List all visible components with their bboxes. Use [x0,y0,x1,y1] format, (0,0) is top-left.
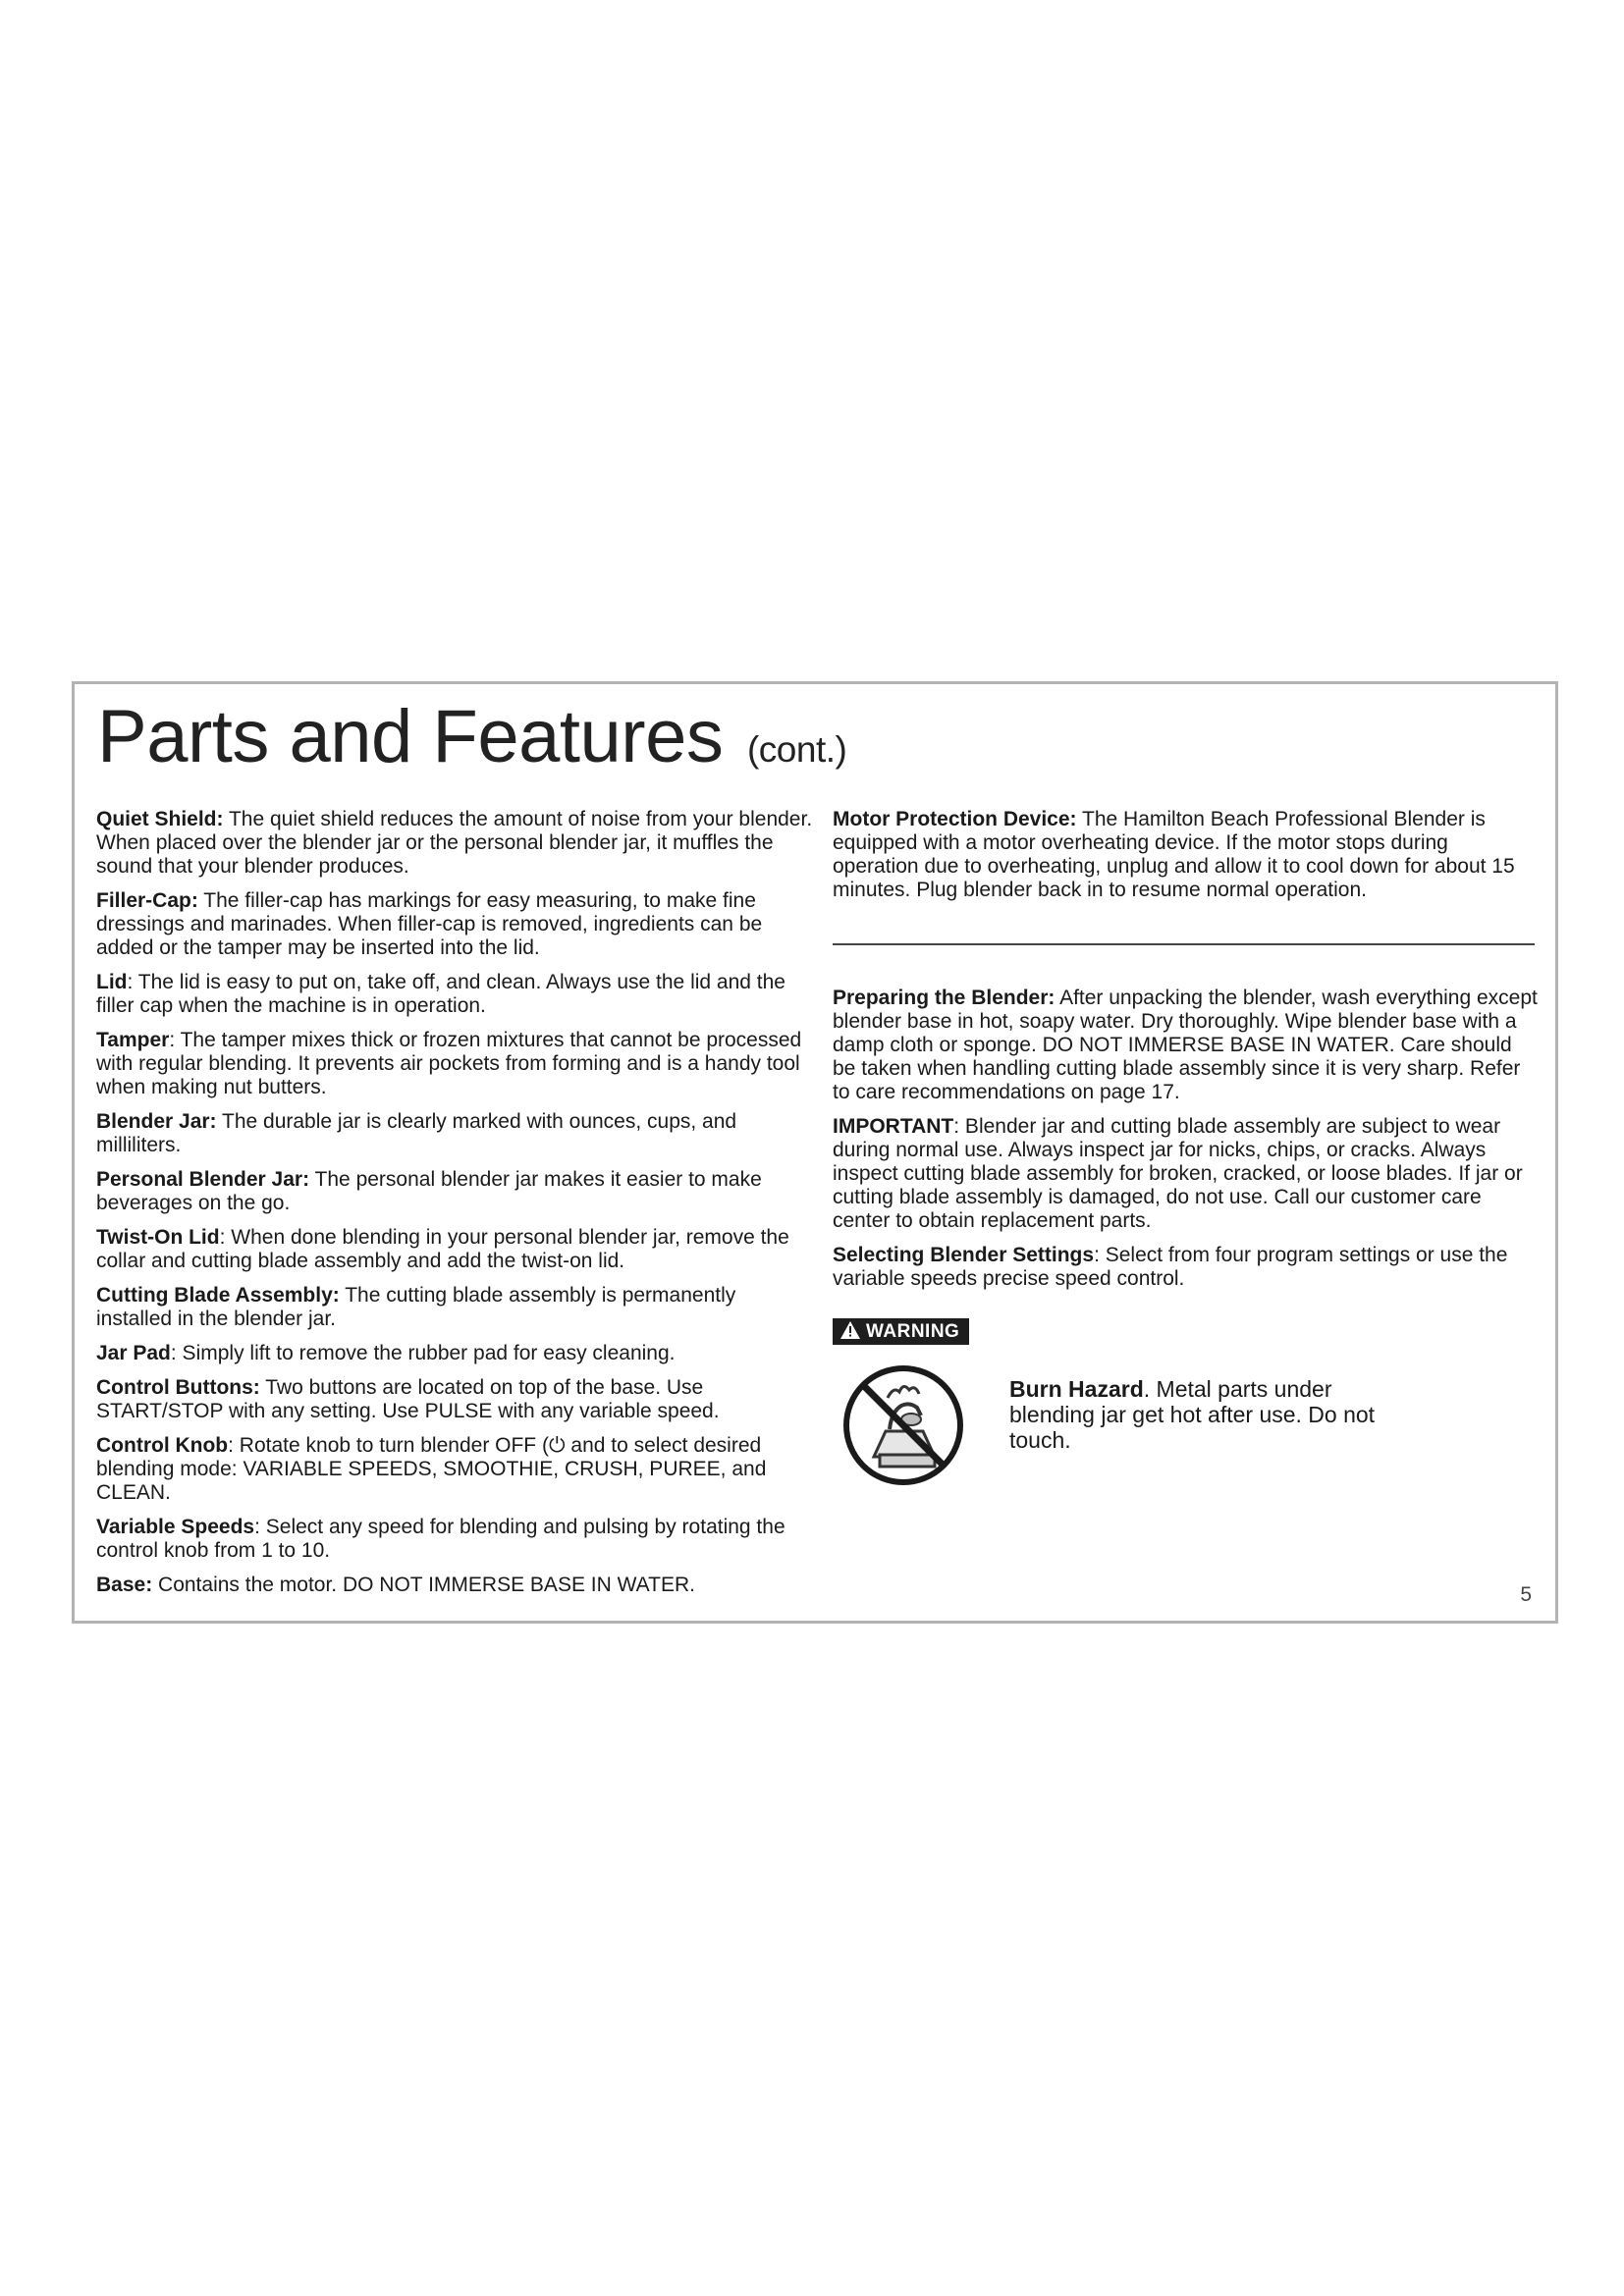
right-column [833,808,1540,1490]
content-panel [72,681,1558,1624]
feature-item [96,1110,813,1157]
feature-item [833,808,1540,902]
feature-term: Filler-Cap: [96,889,198,912]
feature-item [833,1244,1540,1291]
feature-term: Control Buttons: [96,1376,260,1399]
page-number: 5 [1520,1583,1532,1606]
feature-term: Lid [96,971,128,993]
feature-text: : The lid is easy to put on, take off, and clean. Always use the lid and the filler cap when the machine is in operation. [96,971,785,1017]
feature-term: Cutting Blade Assembly: [96,1284,340,1307]
feature-item [96,1516,813,1563]
feature-item [96,1226,813,1273]
feature-item [96,1168,813,1215]
no-touch-hot-surface-icon [840,1362,966,1488]
feature-text: : Blender jar and cutting blade assembly are subject to wear during normal use. Always inspect jar for nicks, chips, or cracks. Always inspect cutting blade assembly for broken, cracked, or loose blades. If jar or cutting blade assembly is damaged, do not use. Call our customer care center to obtain replacement parts. [833,1115,1523,1232]
feature-text: The filler-cap has markings for easy measuring, to make fine dressings and marinades. When filler-cap is removed, ingredients can be added or the tamper may be inserted into the lid. [96,889,763,959]
warning-section [833,1318,1540,1490]
feature-item [96,889,813,960]
feature-term: Blender Jar: [96,1110,217,1133]
burn-hazard-notice [833,1362,1540,1490]
feature-term: Motor Protection Device: [833,808,1077,830]
feature-text: : Select from four program settings or use the variable speeds precise speed control. [833,1244,1508,1290]
feature-text: : Select any speed for blending and pulsing by rotating the control knob from 1 to 10. [96,1516,785,1562]
burn-hazard-body: . Metal parts under blending jar get hot after use. Do not touch. [1009,1376,1376,1453]
feature-item [96,808,813,879]
title-main: Parts and Features [97,695,724,778]
feature-item [96,971,813,1018]
warning-label: WARNING [866,1321,960,1342]
feature-text: : Simply lift to remove the rubber pad for easy cleaning. [170,1342,676,1364]
feature-term: Tamper [96,1029,170,1051]
burn-hazard-text [1009,1376,1402,1453]
feature-item [833,1115,1540,1233]
feature-term: Twist-On Lid [96,1226,220,1249]
feature-item [96,1284,813,1331]
feature-text: The cutting blade assembly is permanently installed in the blender jar. [96,1284,736,1330]
feature-item [96,1029,813,1099]
feature-text: : When done blending in your personal blender jar, remove the collar and cutting blade assembly and add the twist-on lid. [96,1226,789,1272]
feature-term: Selecting Blender Settings [833,1244,1095,1266]
feature-text: Two buttons are located on top of the base. Use START/STOP with any setting. Use PULSE with any variable speed. [96,1376,720,1422]
feature-term: Variable Speeds [96,1516,255,1538]
title-sub: (cont.) [746,729,847,770]
feature-text: : Rotate knob to turn blender OFF (⏻ and to select desired blending mode: VARIABLE SPEEDS, SMOOTHIE, CRUSH, PUREE, and CLEAN. [96,1434,767,1504]
feature-term: Base: [96,1574,153,1596]
feature-text: The durable jar is clearly marked with ounces, cups, and milliliters. [96,1110,737,1156]
section-divider [833,943,1535,945]
warning-badge [833,1318,969,1345]
feature-text: Contains the motor. DO NOT IMMERSE BASE IN WATER. [152,1574,695,1596]
feature-text: The personal blender jar makes it easier to make beverages on the go. [96,1168,762,1214]
warning-triangle-icon [840,1321,860,1339]
feature-term: IMPORTANT [833,1115,954,1138]
feature-item [833,987,1540,1104]
feature-text: The quiet shield reduces the amount of noise from your blender. When placed over the blender jar or the personal blender jar, it muffles the sound that your blender produces. [96,808,813,878]
feature-term: Quiet Shield: [96,808,224,830]
feature-item [96,1376,813,1423]
feature-term: Control Knob [96,1434,229,1457]
feature-term: Preparing the Blender: [833,987,1056,1009]
feature-term: Personal Blender Jar: [96,1168,310,1191]
feature-text: After unpacking the blender, wash everything except blender base in hot, soapy water. Dry thoroughly. Wipe blender base with a damp cloth or sponge. DO NOT IMMERSE BASE IN WATER. Care should be taken when handling cutting blade assembly since it is very sharp. Refer to care recommendations on page 17. [833,987,1538,1103]
left-column [96,808,813,1608]
feature-text: The Hamilton Beach Professional Blender is equipped with a motor overheating device. If the motor stops during operation due to overheating, unplug and allow it to cool down for about 15 minutes. Plug blender back in to resume normal operation. [833,808,1515,901]
feature-term: Jar Pad [96,1342,171,1364]
feature-text: : The tamper mixes thick or frozen mixtures that cannot be processed with regular blending. It prevents air pockets from forming and is a handy tool when making nut butters. [96,1029,802,1098]
feature-item [96,1342,813,1365]
page-title [97,694,846,779]
burn-hazard-heading: Burn Hazard [1009,1376,1144,1402]
feature-item [96,1434,813,1505]
feature-item [96,1574,813,1597]
